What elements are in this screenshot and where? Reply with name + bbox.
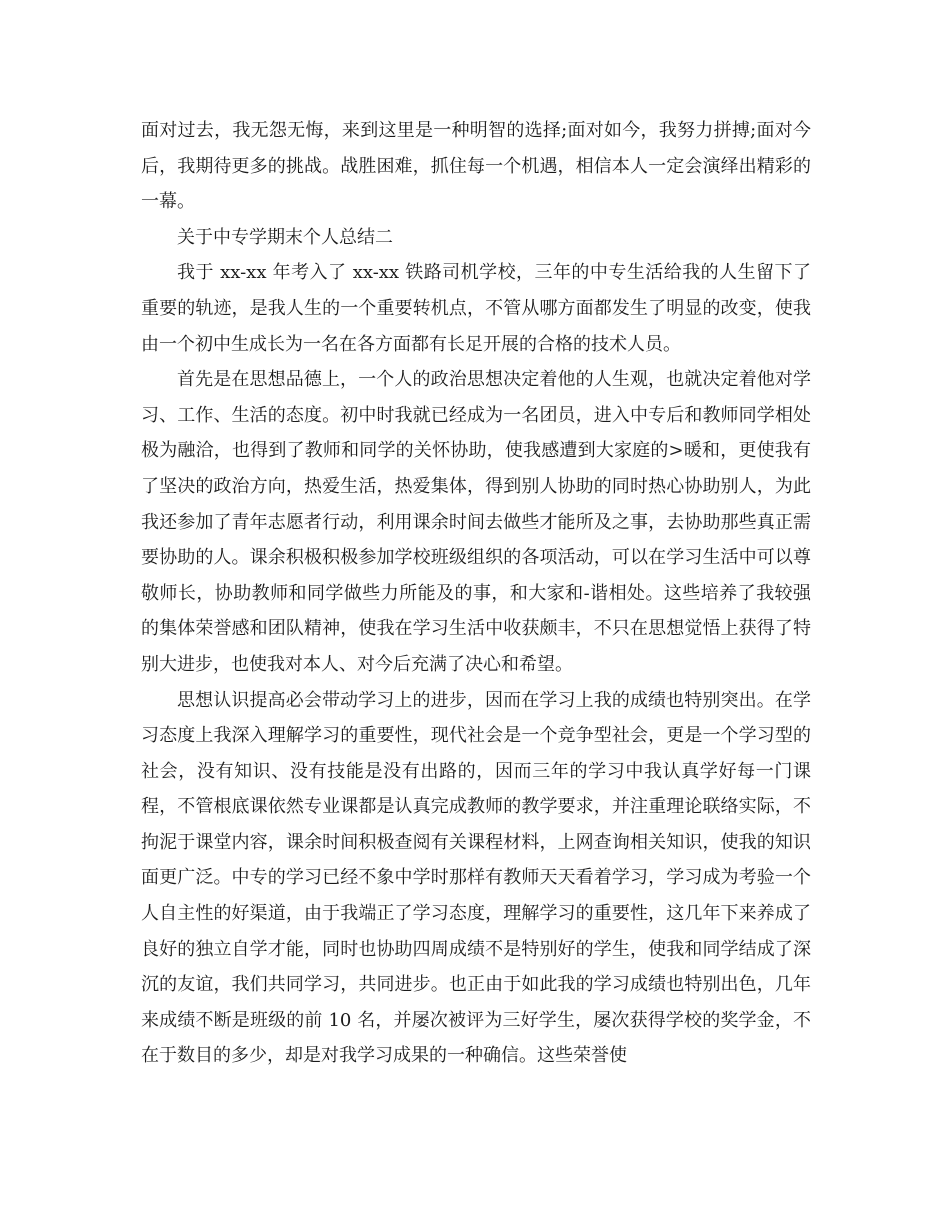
document-body bbox=[141, 113, 811, 1074]
section-title: 关于中专学期末个人总结二 bbox=[177, 226, 393, 248]
paragraph-intro-ending: 面对过去，我无怨无悔，来到这里是一种明智的选择;面对如今，我努力拼搏;面对今后，我期待更多的挑战。战胜困难，抓住每一个机遇，相信本人一定会演绎出精彩的一幕。 bbox=[141, 120, 811, 213]
paragraph-admission: 我于 xx-xx 年考入了 xx-xx 铁路司机学校，三年的中专生活给我的人生留下了重要的轨迹，是我人生的一个重要转机点，不管从哪方面都发生了明显的改变，使我由一个初中生成长为一名在各方面都有长足开展的合格的技术人员。 bbox=[141, 262, 811, 355]
paragraph-moral-character: 首先是在思想品德上，一个人的政治思想决定着他的人生观，也就决定着他对学习、工作、生活的态度。初中时我就已经成为一名团员，进入中专后和教师同学相处极为融洽，也得到了教师和同学的关怀协助，使我感遭到大家庭的>暖和，更使我有了坚决的政治方向，热爱生活，热爱集体，得到别人协助的同时热心协助别人，为此我还参加了青年志愿者行动，利用课余时间去做些才能所及之事，去协助那些真正需要协助的人。课余积极积极参加学校班级组织的各项活动，可以在学习生活中可以尊敬师长，协助教师和同学做些力所能及的事，和大家和-谐相处。这些培养了我较强的集体荣誉感和团队精神，使我在学习生活中收获颇丰，不只在思想觉悟上获得了特别大进步，也使我对本人、对今后充满了决心和希望。 bbox=[141, 369, 811, 675]
paragraph-study: 思想认识提高必会带动学习上的进步，因而在学习上我的成绩也特别突出。在学习态度上我深入理解学习的重要性，现代社会是一个竞争型社会，更是一个学习型的社会，没有知识、没有技能是没有出路的，因而三年的学习中我认真学好每一门课程，不管根底课依然专业课都是认真完成教师的教学要求，并注重理论联络实际，不拘泥于课堂内容，课余时间积极查阅有关课程材料，上网查询相关知识，使我的知识面更广泛。中专的学习已经不象中学时那样有教师天天看着学习，学习成为考验一个人自主性的好渠道，由于我端正了学习态度，理解学习的重要性，这几年下来养成了良好的独立自学才能，同时也协助四周成绩不是特别好的学生，使我和同学结成了深沉的友谊，我们共同学习，共同进步。也正由于如此我的学习成绩也特别出色，几年来成绩不断是班级的前 10 名，并屡次被评为三好学生，屡次获得学校的奖学金，不在于数目的多少，却是对我学习成果的一种确信。这些荣誉使 bbox=[141, 689, 811, 1067]
